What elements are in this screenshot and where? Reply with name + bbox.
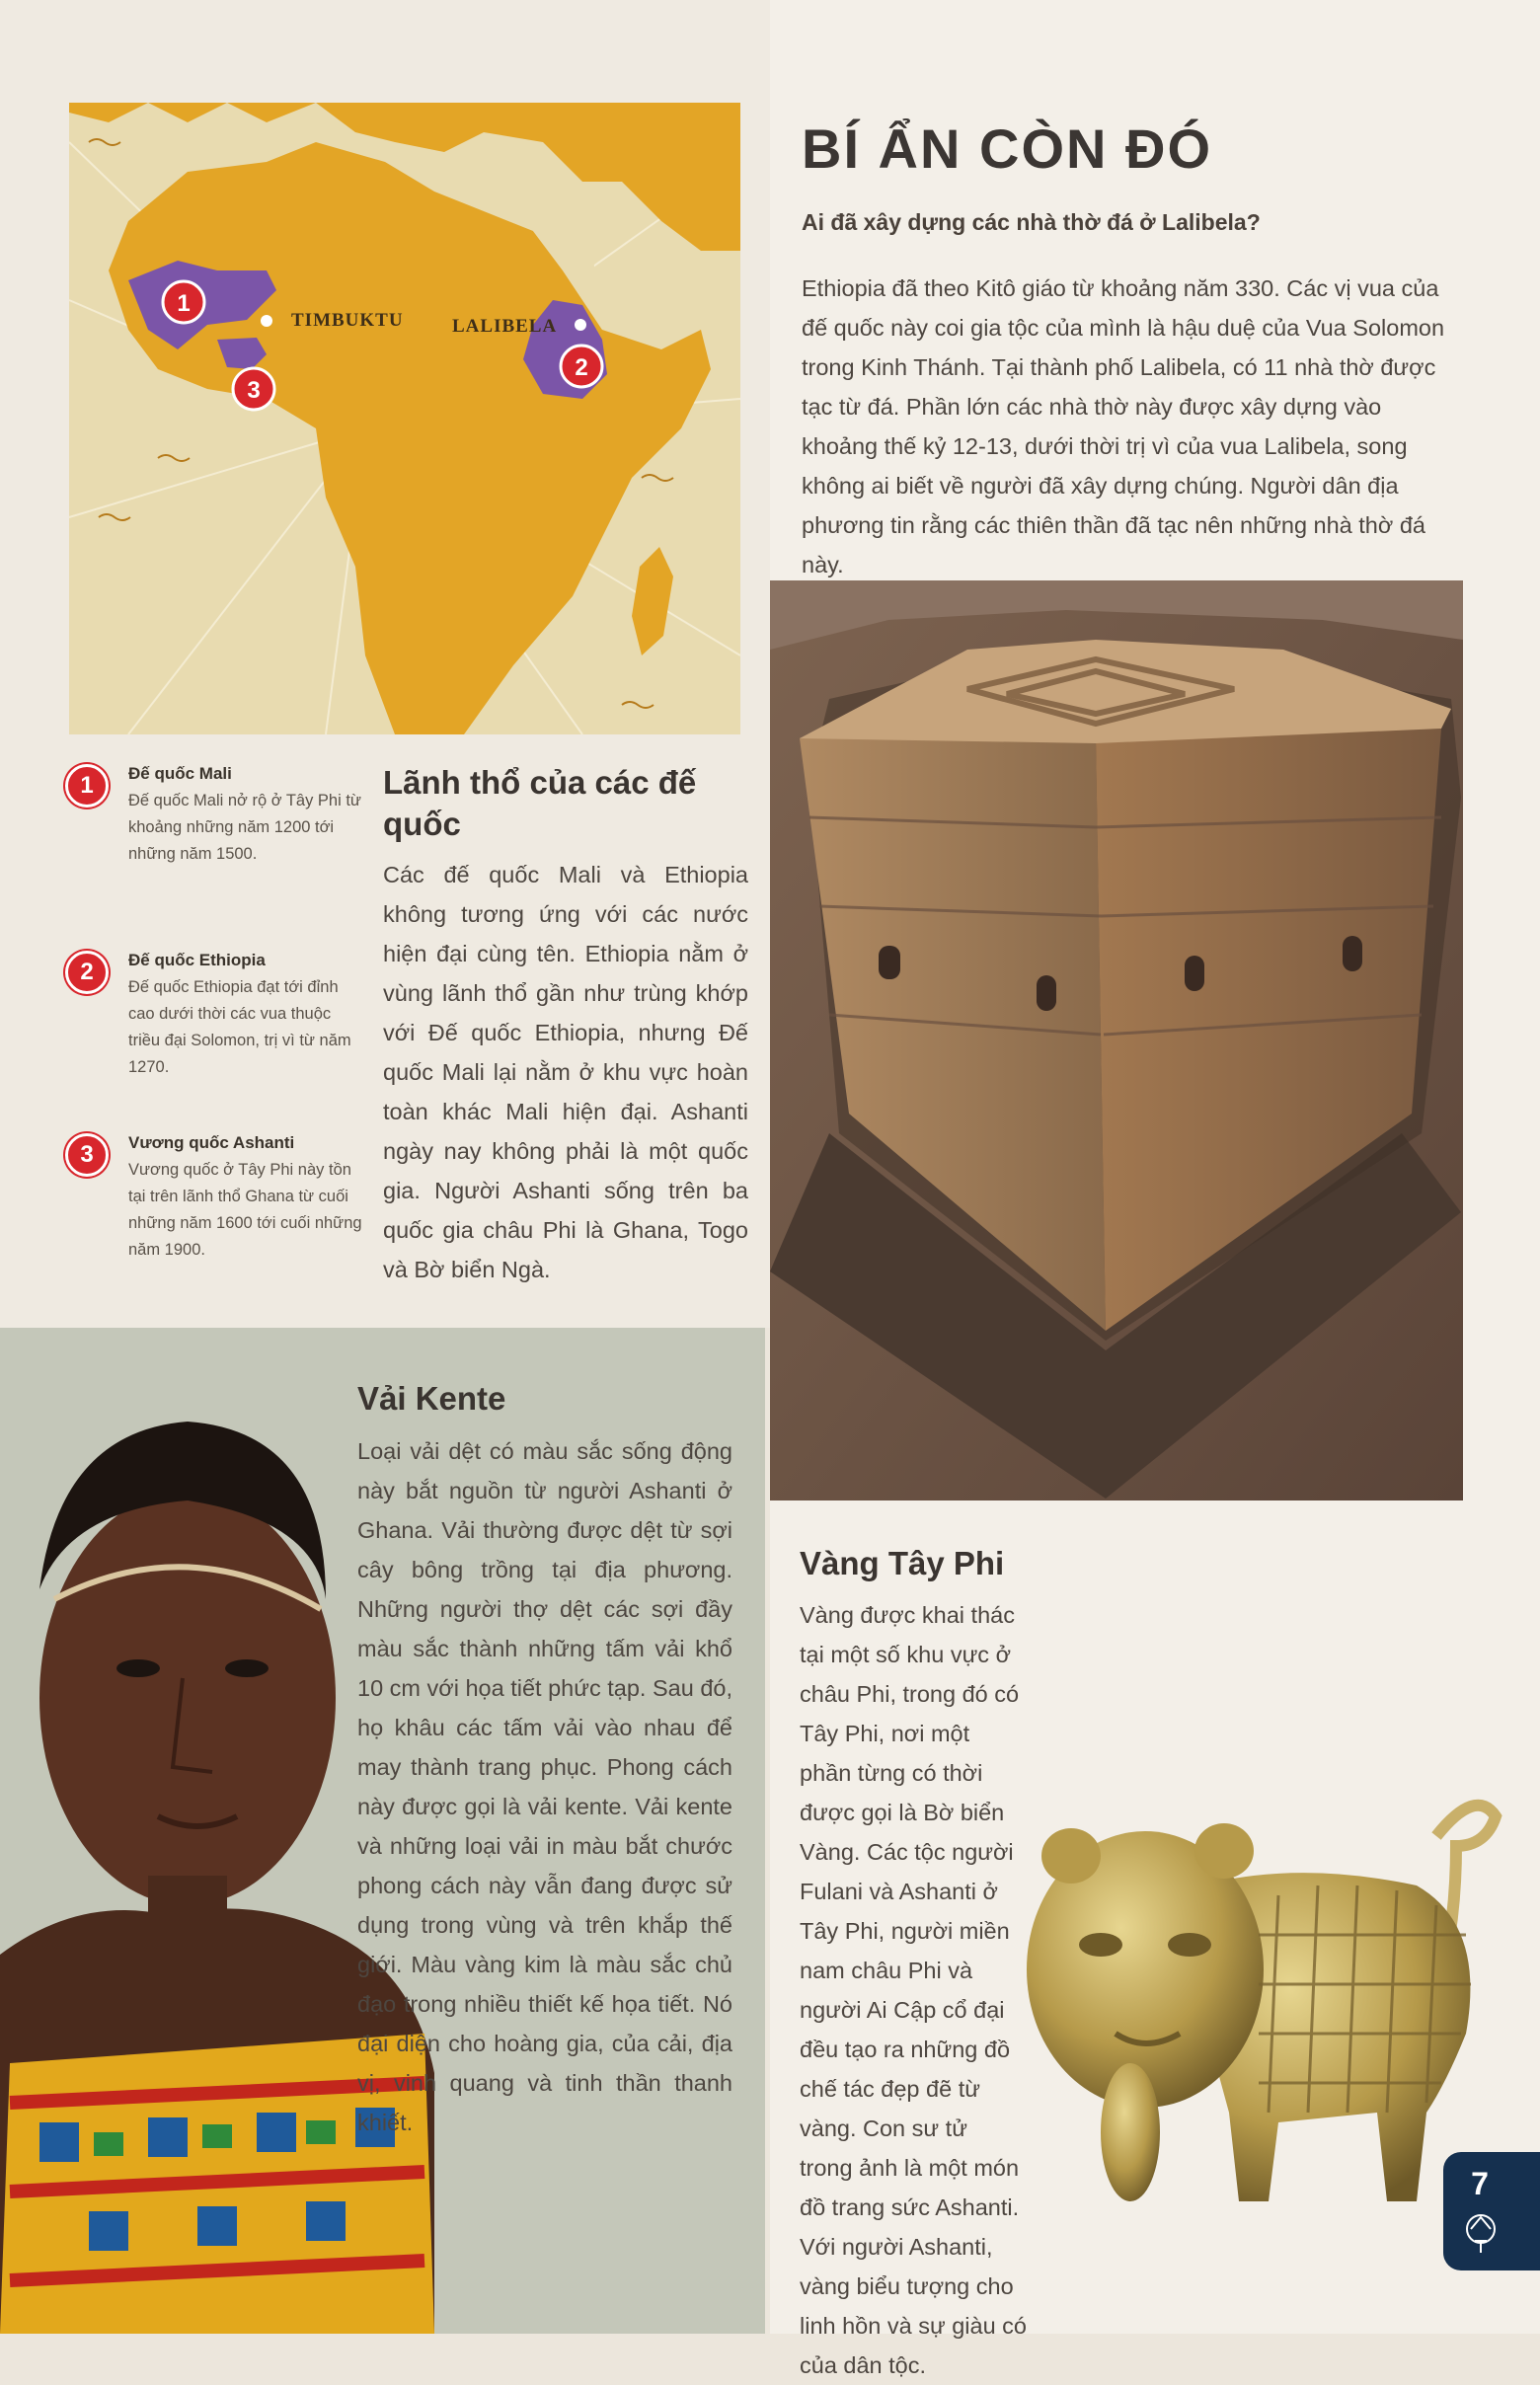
mystery-title: BÍ ẨN CÒN ĐÓ <box>802 117 1212 180</box>
territory-title: Lãnh thổ của các đế quốc <box>383 764 697 842</box>
gold-title: Vàng Tây Phi <box>800 1545 1005 1581</box>
lalibela-church-photo <box>770 580 1463 1500</box>
publisher-logo-icon <box>1461 2211 1501 2255</box>
kente-title: Vải Kente <box>357 1380 506 1417</box>
gold-body: Vàng được khai thác tại một số khu vực ở châu Phi, trong đó có Tây Phi, nơi một phần từng có thời được gọi là Bờ biển Vàng. Các tộc người Fulani và Ashanti ở Tây Phi, người miền nam châu Phi và người Ai Cập cổ đại đều tạo ra những đồ chế tác đẹp đẽ từ vàng. Con sư tử trong ảnh là một món đồ trang sức Ashanti. Với người Ashanti, vàng biểu tượng cho linh hồn và sự giàu có của dân tộc. <box>800 1602 1027 2378</box>
legend-desc-3: Vương quốc ở Tây Phi này tồn tại trên lãnh thổ Ghana từ cuối những năm 1600 tới cuối những năm 1900. <box>128 1161 362 1259</box>
legend-number-3: 3 <box>65 1133 109 1177</box>
page-number-tab <box>1443 2152 1540 2270</box>
svg-text:2: 2 <box>575 354 588 381</box>
legend-title-3: Vương quốc Ashanti <box>128 1133 295 1152</box>
legend-number-1: 1 <box>65 764 109 808</box>
territory-body: Các đế quốc Mali và Ethiopia không tương ứng với các nước hiện đại cùng tên. Ethiopia nằm ở vùng lãnh thổ gần như trùng khớp với Đế quốc Ethiopia, nhưng Đế quốc Mali lại nằm ở khu vực hoàn toàn khác Mali hiện đại. Ashanti ngày nay không phải là một quốc gia. Người Ashanti sống trên ba quốc gia châu Phi là Ghana, Togo và Bờ biển Ngà. <box>383 862 748 1282</box>
legend-title-1: Đế quốc Mali <box>128 764 232 783</box>
kente-body: Loại vải dệt có màu sắc sống động này bắt nguồn từ người Ashanti ở Ghana. Vải thường được dệt từ sợi cây bông trồng tại địa phương. Những người thợ dệt các sợi đầy màu sắc thành những tấm vải khổ 10 cm với họa tiết phức tạp. Sau đó, họ khâu các tấm vải vào nhau để may thành trang phục. Phong cách này được gọi là vải kente. Vải kente và những loại vải in màu bắt chước phong cách này vẫn đang được sử dụng trong vùng và trên khắp thế giới. Màu vàng kim là màu sắc chủ đạo trong nhiều thiết kế họa tiết. Nó đại diện cho hoàng gia, của cải, địa vị, vinh quang và tinh thần thanh khiết. <box>357 1438 732 2135</box>
lalibela-label: LALIBELA <box>452 316 558 337</box>
map-marker-1 <box>163 281 204 323</box>
gold-lion-photo <box>1022 1757 1515 2231</box>
map-marker-2 <box>561 346 602 387</box>
map-marker-3 <box>233 368 274 410</box>
territory-section <box>383 762 748 1289</box>
legend-item-3 <box>65 1133 361 1301</box>
legend-number-2: 2 <box>65 951 109 994</box>
svg-text:3: 3 <box>247 377 261 404</box>
legend-title-2: Đế quốc Ethiopia <box>128 951 266 969</box>
page-number: 7 <box>1471 2166 1489 2201</box>
mystery-question: Ai đã xây dựng các nhà thờ đá ở Lalibela? <box>802 209 1261 235</box>
legend-item-1 <box>65 764 361 883</box>
mystery-body: Ethiopia đã theo Kitô giáo từ khoảng năm 330. Các vị vua của đế quốc này coi gia tộc của mình là hậu duệ của Vua Solomon trong Kinh Thánh. Tại thành phố Lalibela, có 11 nhà thờ được tạc từ đá. Phần lớn các nhà thờ này được xây dựng vào khoảng thế kỷ 12-13, dưới thời trị vì của vua Lalibela, song không ai biết về người đã xây dựng chúng. Người dân địa phương tin rằng các thiên thần đã tạc nên những nhà thờ đá này. <box>802 275 1445 577</box>
legend-desc-2: Đế quốc Ethiopia đạt tới đỉnh cao dưới thời các vua thuộc triều đại Solomon, trị vì từ năm 1270. <box>128 978 351 1076</box>
legend-item-2 <box>65 951 361 1089</box>
timbuktu-label: TIMBUKTU <box>291 310 404 331</box>
africa-map <box>69 103 740 734</box>
svg-text:1: 1 <box>177 290 191 317</box>
legend-desc-1: Đế quốc Mali nở rộ ở Tây Phi từ khoảng những năm 1200 tới những năm 1500. <box>128 792 361 863</box>
